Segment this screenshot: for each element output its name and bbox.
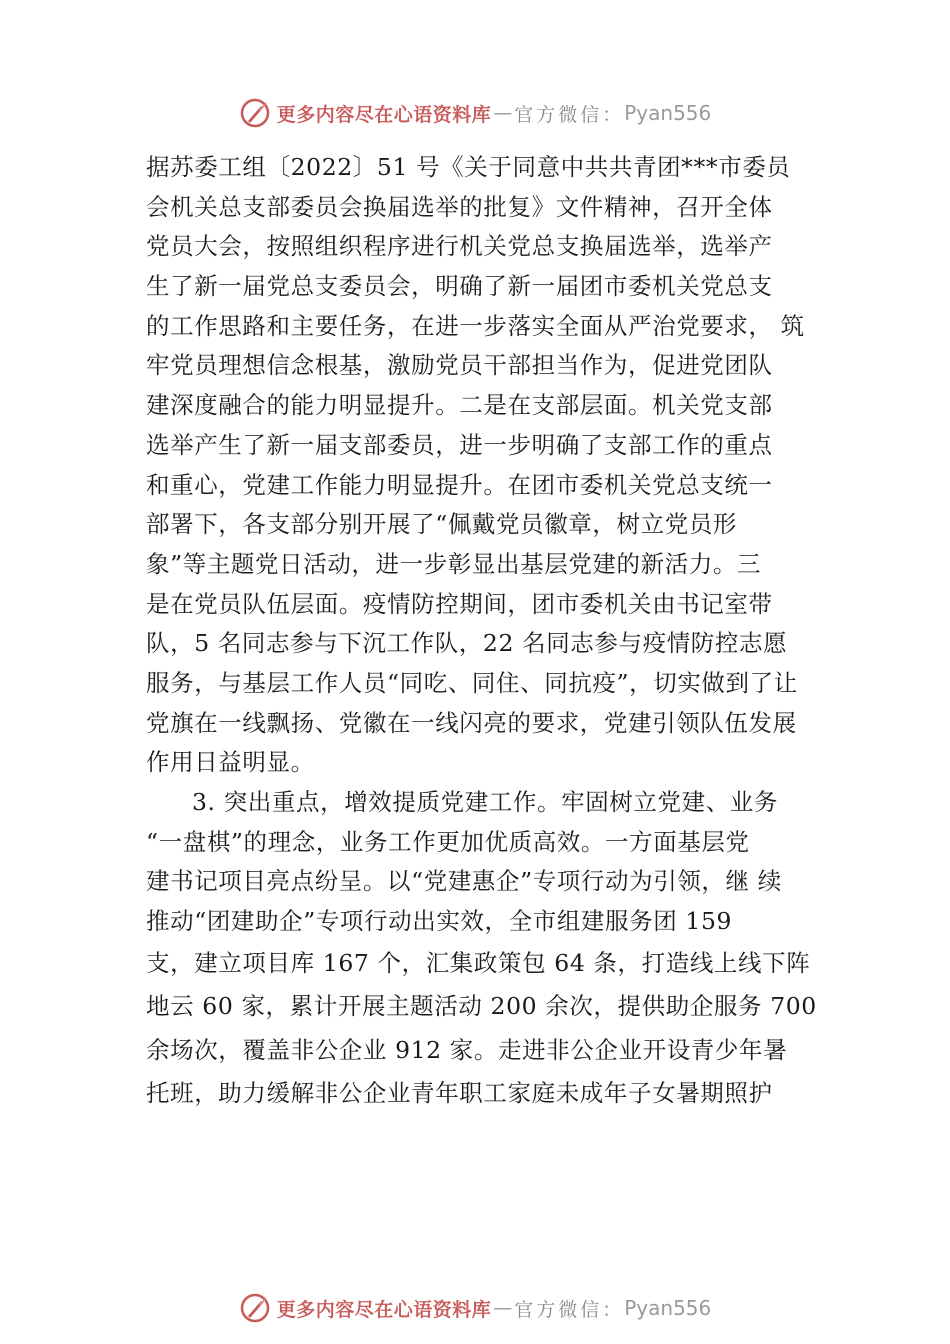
text-line: 牢党员理想信念根基，激励党员干部担当作为，促进党团队 [146, 351, 773, 380]
document-body [146, 148, 826, 1116]
banner-text: 更多内容尽在心语资料库 [276, 103, 492, 126]
banner-separator: — [493, 102, 513, 124]
text-line: “一盘棋”的理念，业务工作更加优质高效。一方面基层党 [146, 827, 750, 856]
text-line: 是在党员队伍层面。疫情防控期间，团市委机关由书记室带 [146, 589, 773, 618]
text-line: 作用日益明显。 [146, 748, 315, 777]
text-line: 推动“团建助企”专项行动出实效，全市组建服务团 159 [146, 907, 733, 936]
text-line: 余场次，覆盖非公企业 912 家。走进非公企业开设青少年暑 [146, 1035, 788, 1064]
text-line: 选举产生了新一届支部委员，进一步明确了支部工作的重点 [146, 430, 773, 459]
text-line: 托班，助力缓解非公企业青年职工家庭未成年子女暑期照护 [146, 1079, 773, 1108]
banner-wechat-label: 官方微信： [514, 1298, 625, 1321]
banner-text: 更多内容尽在心语资料库 [276, 1298, 492, 1321]
banner-wechat-label: 官方微信： [514, 103, 625, 126]
text-line: 党员大会，按照组织程序进行机关党总支换届选举，选举产 [146, 232, 773, 261]
text-line: 建书记项目亮点纷呈。以“党建惠企”专项行动为引领，继 续 [146, 867, 782, 896]
text-line: 据苏委工组〔2022〕51 号《关于同意中共共青团***市委员 [146, 153, 791, 181]
text-line: 部署下，各支部分别开展了“佩戴党员徽章，树立党员形 [146, 510, 738, 539]
paragraph-2 [146, 783, 826, 1116]
text-line: 的工作思路和主要任务，在进一步落实全面从严治党要求， 筑 [146, 311, 805, 340]
header-banner [0, 93, 950, 133]
quill-logo-icon [239, 1292, 271, 1324]
text-line: 建深度融合的能力明显提升。二是在支部层面。机关党支部 [146, 391, 773, 420]
text-line: 3. 突出重点，增效提质党建工作。牢固树立党建、业务 [192, 788, 778, 816]
text-line: 党旗在一线飘扬、党徽在一线闪亮的要求，党建引领队伍发展 [146, 708, 797, 737]
text-line: 服务，与基层工作人员“同吃、同住、同抗疫”，切实做到了让 [146, 668, 798, 697]
text-line: 会机关总支部委员会换届选举的批复》文件精神，召开全体 [146, 192, 773, 221]
text-line: 支，建立项目库 167 个，汇集政策包 64 条，打造线上线下阵 [146, 948, 811, 977]
quill-logo-icon [239, 97, 271, 129]
text-line: 生了新一届党总支委员会，明确了新一届团市委机关党总支 [146, 272, 773, 301]
banner-separator: — [493, 1297, 513, 1319]
paragraph-1 [146, 148, 826, 783]
footer-banner [0, 1288, 950, 1328]
banner-wechat-id: Pyan556 [624, 1296, 712, 1320]
text-line: 地云 60 家，累计开展主题活动 200 余次，提供助企服务 700 [146, 992, 817, 1021]
text-line: 队，5 名同志参与下沉工作队，22 名同志参与疫情防控志愿 [146, 629, 788, 658]
banner-wechat-id: Pyan556 [624, 101, 712, 125]
text-line: 和重心，党建工作能力明显提升。在团市委机关党总支统一 [146, 470, 773, 499]
text-line: 象”等主题党日活动，进一步彰显出基层党建的新活力。三 [146, 549, 762, 578]
